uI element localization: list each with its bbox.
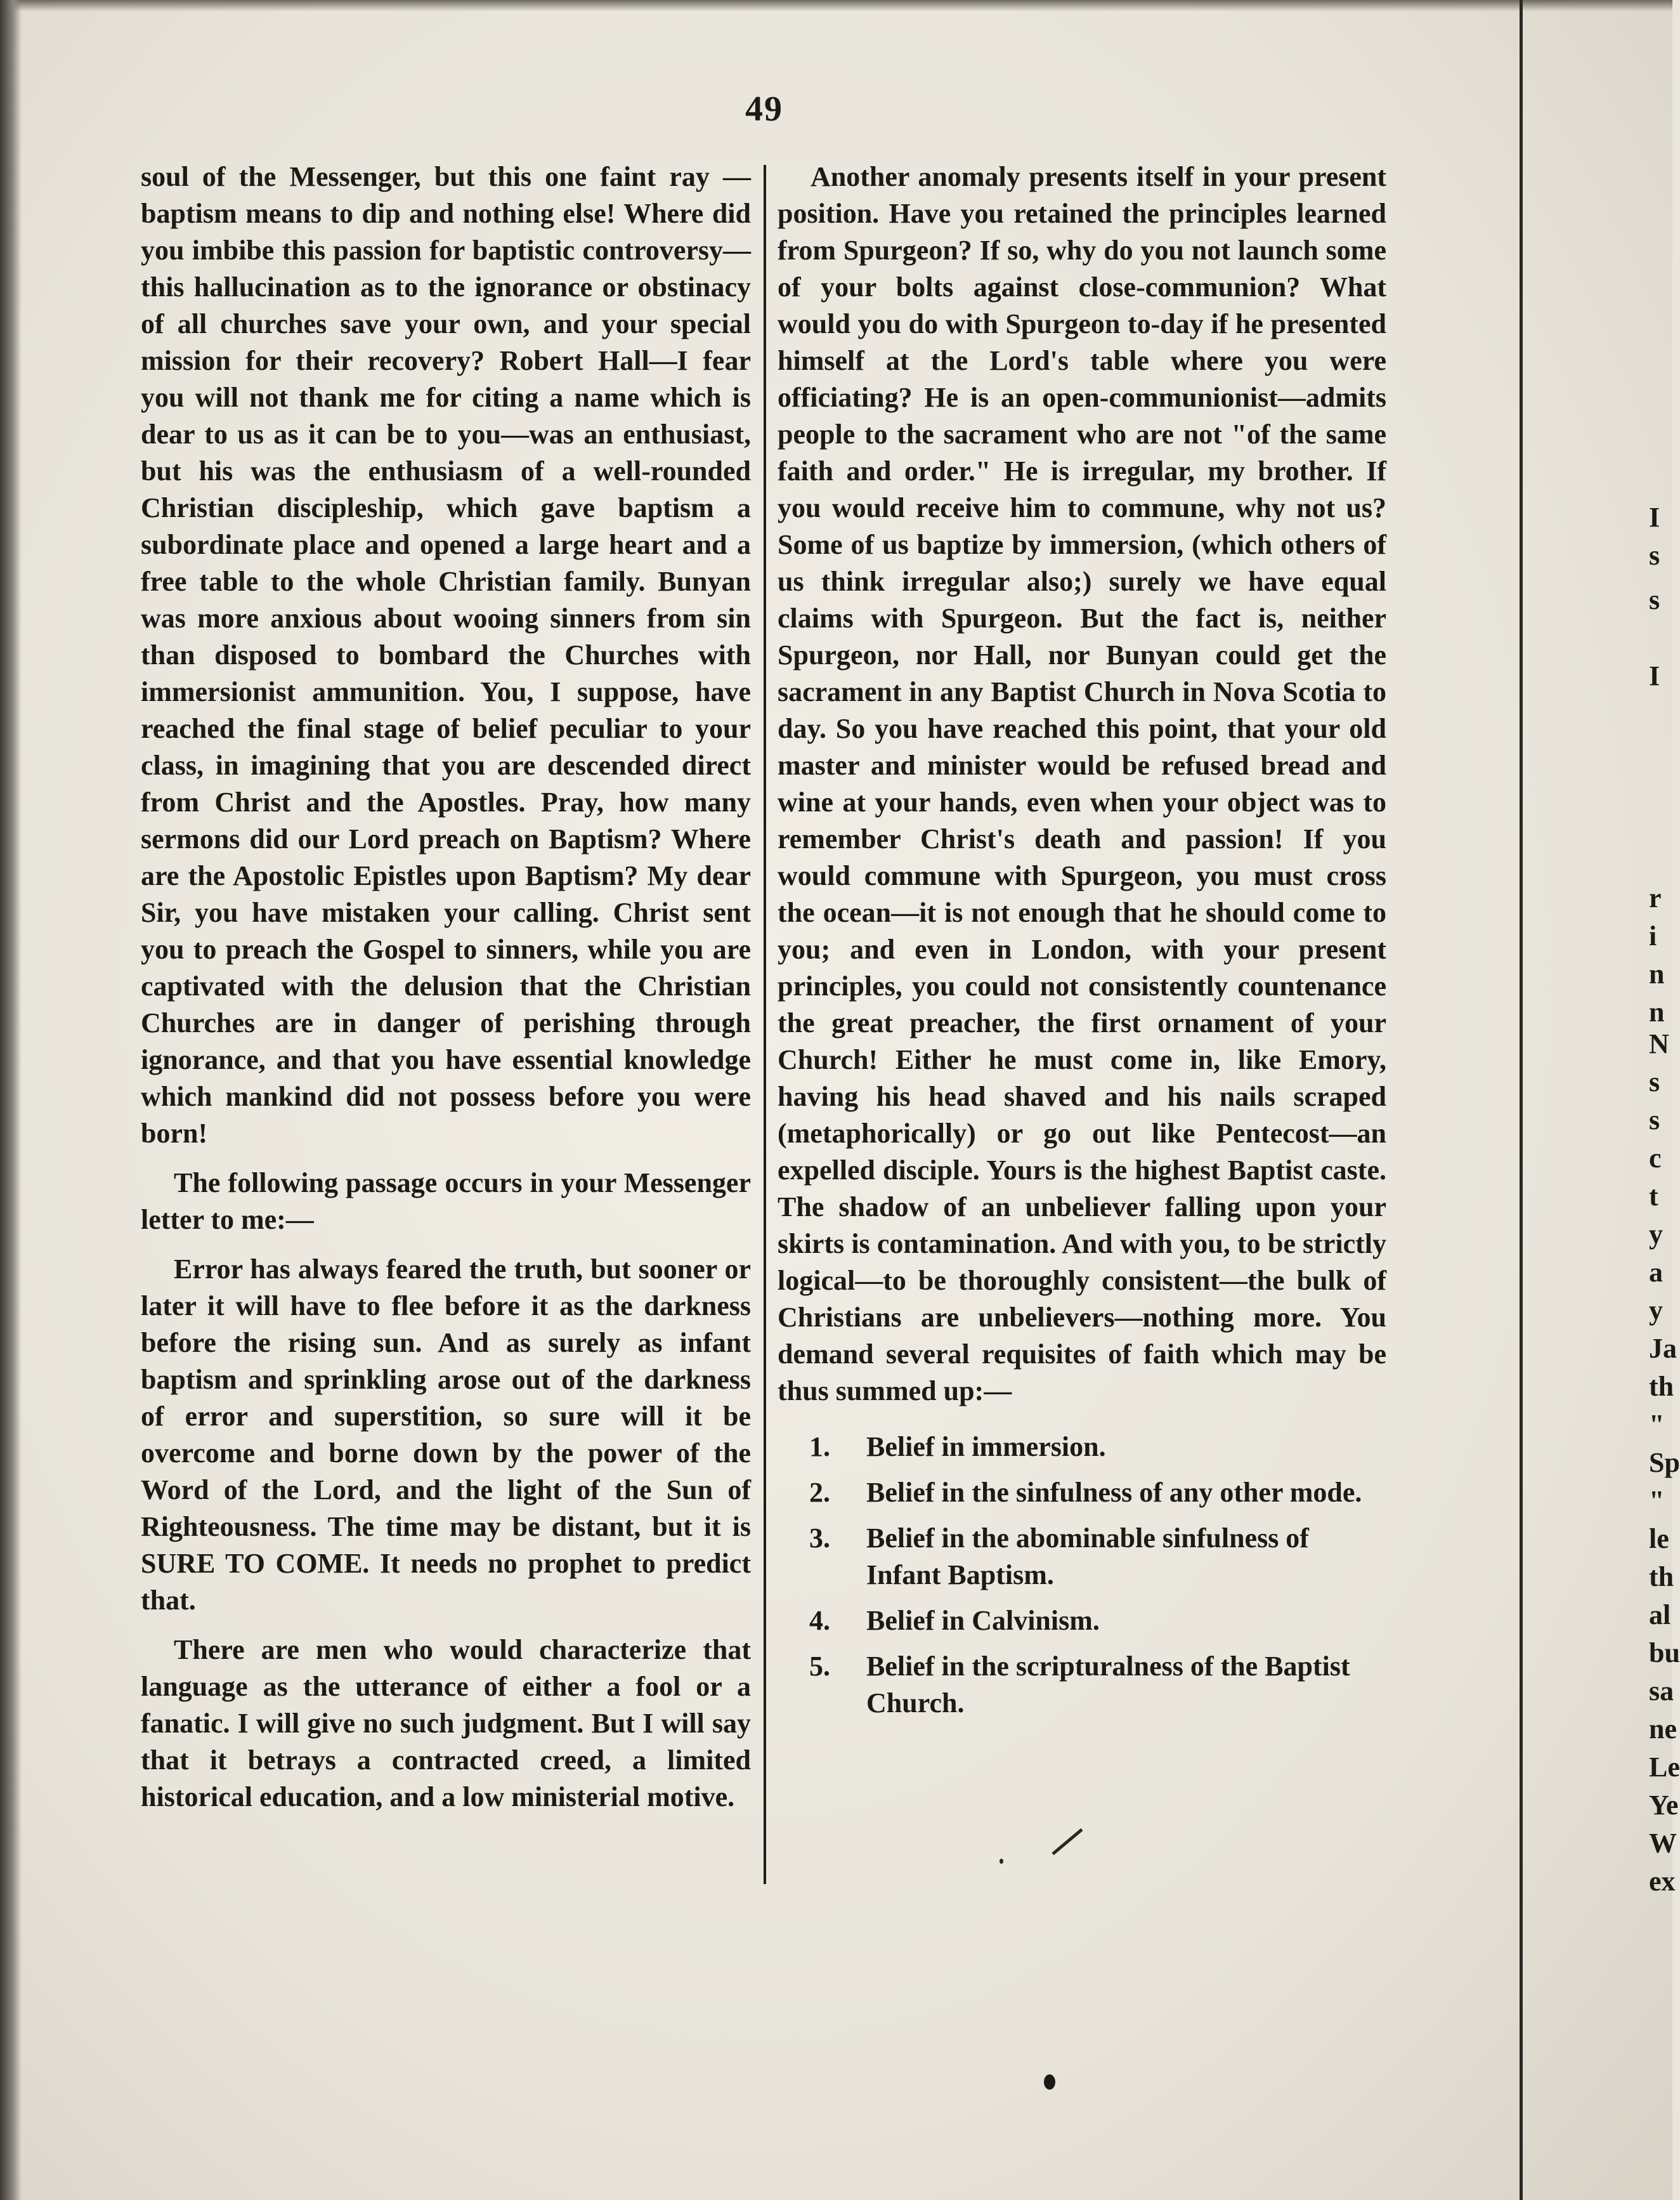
adjacent-page-letters: sa: [1649, 1675, 1674, 1706]
list-item-text: Belief in the abominable sinfulness of Infant Baptism.: [866, 1522, 1309, 1590]
adjacent-page-fragment: [1646, 0, 1680, 2200]
ink-blot: [1044, 2074, 1055, 2090]
list-item: [778, 1602, 1386, 1639]
list-item: [778, 1520, 1386, 1594]
adjacent-page-letters: W: [1649, 1828, 1677, 1859]
adjacent-page-letters: ": [1649, 1409, 1665, 1440]
adjacent-page-letters: t: [1649, 1181, 1658, 1212]
adjacent-page-letters: ": [1649, 1485, 1665, 1516]
adjacent-page-letters: th: [1649, 1371, 1674, 1402]
adjacent-page-letters: le: [1649, 1523, 1669, 1554]
list-item-number: 2.: [809, 1477, 830, 1508]
right-column: [778, 159, 1386, 1722]
page-number: 49: [745, 89, 783, 129]
adjacent-page-letters: i: [1649, 920, 1657, 952]
list-item: [778, 1474, 1386, 1511]
left-quoted-passage: Error has always feared the truth, but sooner or later it will have to flee before it as the darkness before the rising sun. And as surely as infant baptism and sprinkling arose out of the darkness of error and superstition, so sure will it be overcome and borne down by the power of the Word of the Lord, and the light of the Sun of Righteousness. The time may be distant, but it is SURE TO COME. It needs no prophet to predict that.: [141, 1254, 751, 1616]
adjacent-page-letters: al: [1649, 1599, 1671, 1630]
adjacent-page-letters: s: [1649, 1066, 1660, 1097]
adjacent-page-letters: y: [1649, 1295, 1663, 1326]
adjacent-page-letters: n: [1649, 959, 1665, 990]
adjacent-page-letters: a: [1649, 1257, 1663, 1288]
ink-stroke: [1052, 1828, 1083, 1855]
page-gutter-line: [1520, 0, 1523, 2200]
adjacent-page-letters: Ja: [1649, 1333, 1677, 1364]
adjacent-page-letters: N: [1649, 1028, 1669, 1059]
list-item-number: 5.: [809, 1651, 830, 1682]
list-item-text: Belief in the sinfulness of any other mode.: [866, 1477, 1362, 1508]
adjacent-page-letters: Le: [1649, 1751, 1680, 1783]
adjacent-page-letters: n: [1649, 997, 1665, 1028]
adjacent-page-letters: th: [1649, 1561, 1674, 1592]
adjacent-page-letters: I: [1649, 660, 1660, 691]
ink-speck: [1000, 1859, 1003, 1864]
adjacent-page-letters: y: [1649, 1219, 1663, 1250]
left-paragraph-4: There are men who would characterize that language as the utterance of either a fool or a fanatic. I will give no such judgment. But I will say that it betrays a contracted creed, a limited historical education, and a low ministerial motive.: [141, 1634, 751, 1812]
column-divider: [764, 165, 766, 1884]
list-item-number: 1.: [809, 1431, 830, 1462]
page-top-shadow: [0, 0, 1672, 11]
list-item-number: 3.: [809, 1522, 830, 1554]
list-item: [778, 1648, 1386, 1722]
list-item-text: Belief in the scripturalness of the Baptist Church.: [866, 1651, 1350, 1719]
left-paragraph-1: soul of the Messenger, but this one faint ray —baptism means to dip and nothing else! Where did you imbibe this passion for baptistic controversy—this hallucination as to the ignorance or obstinacy of all churches save your own, and your special mission for their recovery? Robert Hall—I fear you will not thank me for citing a name which is dear to us as it can be to you—was an enthusiast, but his was the enthusiasm of a well-rounded Christian discipleship, which gave baptism a subordinate place and opened a large heart and a free table to the whole Christian family. Bunyan was more anxious about wooing sinners from sin than disposed to bombard the Churches with immersionist ammunition. You, I suppose, have reached the final stage of belief peculiar to your class, in imagining that you are descended direct from Christ and the Apostles. Pray, how many sermons did our Lord preach on Baptism? Where are the Apostolic Epistles upon Baptism? My dear Sir, you have mistaken your calling. Christ sent you to preach the Gospel to sinners, while you are captivated with the delusion that the Christian Churches are in danger of perishing through ignorance, and that you have essential knowledge which mankind did not possess before you were born!: [141, 161, 751, 1149]
requisites-list: [778, 1429, 1386, 1722]
right-paragraph-1: Another anomaly presents itself in your present position. Have you retained the principles learned from Spurgeon? If so, why do you not launch some of your bolts against close-communion? What would you do with Spurgeon to-day if he presented himself at the Lord's table where you were officiating? He is an open-communionist—admits people to the sacrament who are not "of the same faith and order." He is irregular, my brother. If you would receive him to commune, why not us? Some of us baptize by immersion, (which others of us think irregular also;) surely we have equal claims with Spurgeon. But the fact is, neither Spurgeon, nor Hall, nor Bunyan could get the sacrament in any Baptist Church in Nova Scotia to day. So you have reached this point, that your old master and minister would be refused bread and wine at your hands, even when your object was to remember Christ's death and passion! If you would commune with Spurgeon, you must cross the ocean—it is not enough that he should come to you; and even in London, with your present principles, you could not consistently countenance the great preacher, the first ornament of your Church! Either he must come in, like Emory, having his head shaved and his nails scraped (metaphorically) or go out like Pentecost—an expelled disciple. Yours is the highest Baptist caste. The shadow of an unbeliever falling upon your skirts is contamination. And with you, to be strictly logical—to be thoroughly consistent—the bulk of Christians are unbelievers—nothing more. You demand several requisites of faith which may be thus summed up:—: [778, 161, 1386, 1406]
adjacent-page-letters: s: [1649, 584, 1660, 615]
adjacent-page-letters: bu: [1649, 1637, 1680, 1668]
adjacent-page-letters: Sp: [1649, 1447, 1680, 1478]
left-paragraph-2: The following passage occurs in your Messenger letter to me:—: [141, 1167, 751, 1235]
adjacent-page-letters: s: [1649, 540, 1660, 571]
adjacent-page-letters: Ye: [1649, 1790, 1679, 1821]
list-item-text: Belief in Calvinism.: [866, 1605, 1100, 1636]
list-item-number: 4.: [809, 1605, 830, 1636]
left-column: [141, 159, 751, 1816]
adjacent-page-letters: ne: [1649, 1713, 1677, 1745]
adjacent-page-letters: s: [1649, 1104, 1660, 1136]
adjacent-page-letters: r: [1649, 882, 1662, 913]
adjacent-page-letters: c: [1649, 1143, 1662, 1174]
adjacent-page-letters: ex: [1649, 1866, 1676, 1897]
list-item: [778, 1429, 1386, 1465]
binding-shadow: [0, 0, 22, 2200]
list-item-text: Belief in immersion.: [866, 1431, 1106, 1462]
adjacent-page-letters: I: [1649, 502, 1660, 533]
